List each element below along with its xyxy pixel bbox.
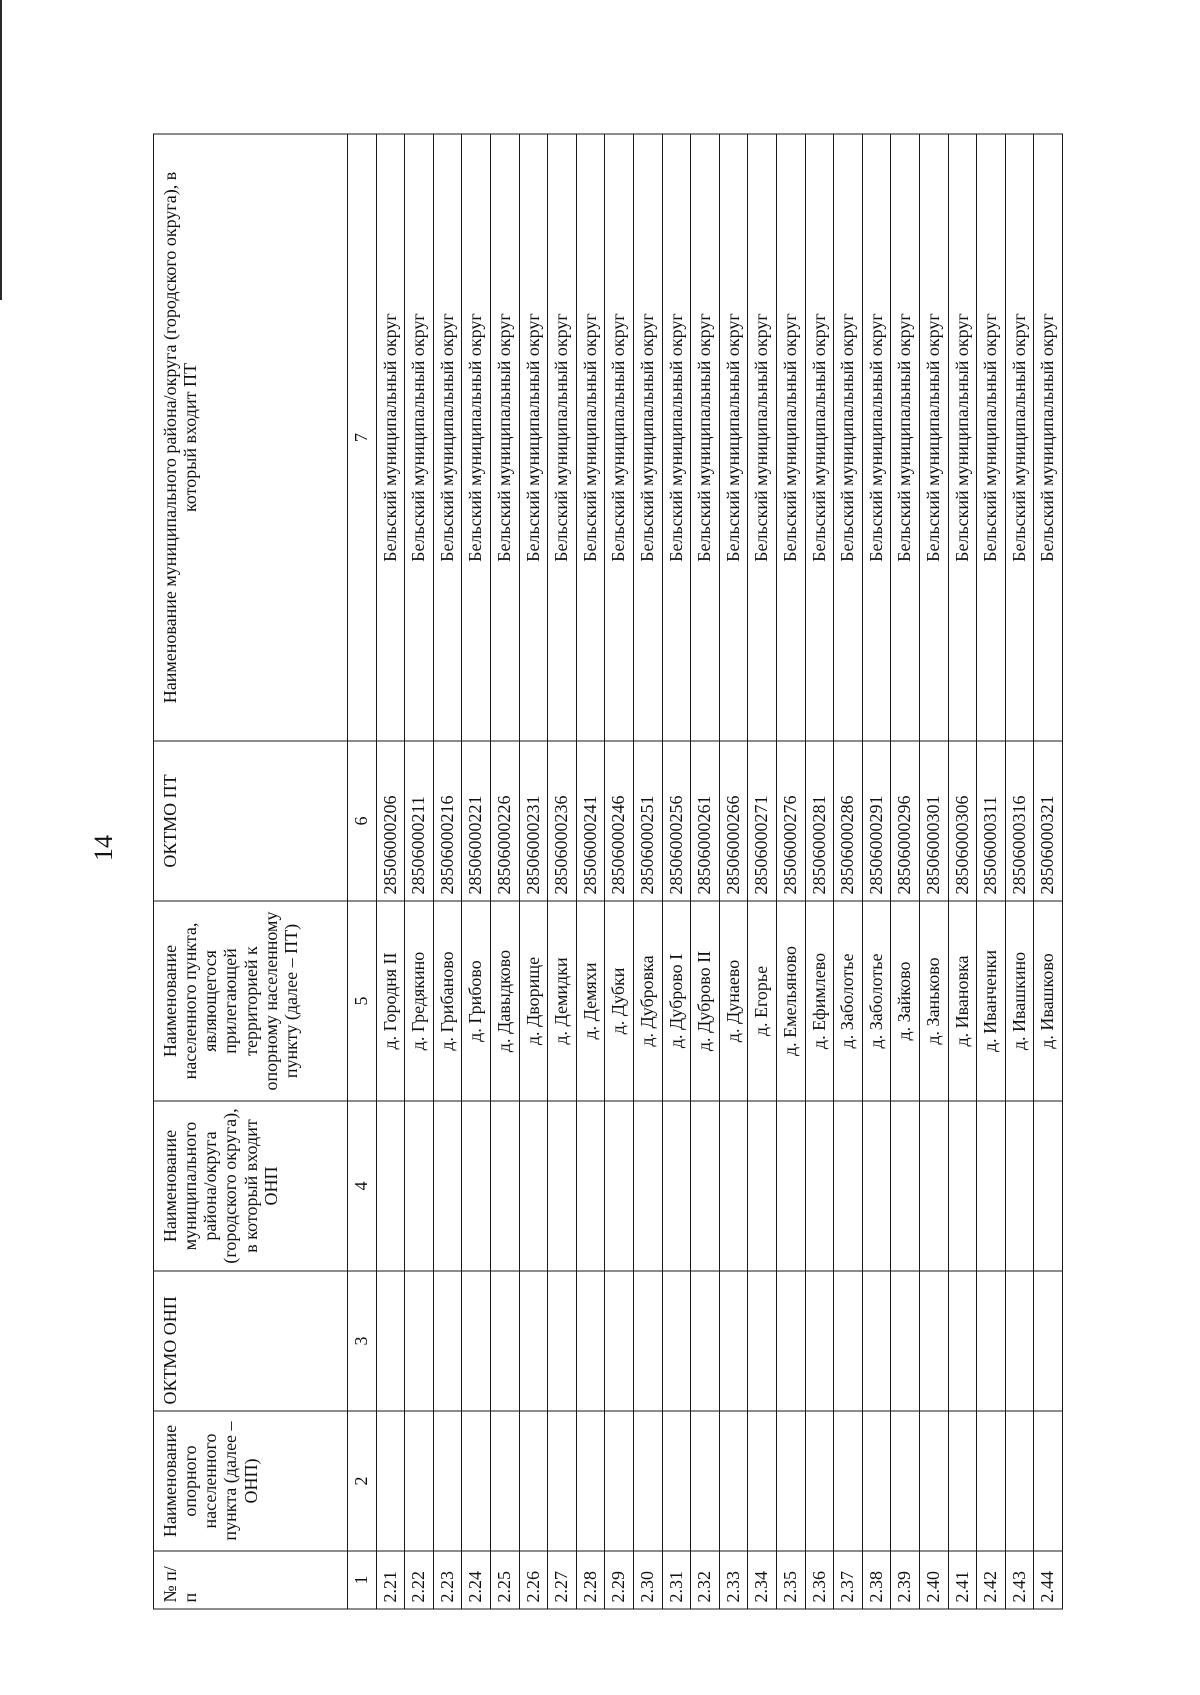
pt-name-cell: д. Ефимлево (805, 901, 834, 1101)
onp-name-cell (433, 1411, 462, 1551)
onp-oktmo-cell (719, 1271, 748, 1411)
pt-district-cell: Бельский муниципальный округ (748, 134, 777, 741)
onp-name-cell (691, 1411, 720, 1551)
pt-oktmo-cell: 28506000211 (405, 741, 434, 901)
onp-oktmo-cell (548, 1271, 577, 1411)
table-row (462, 134, 491, 1609)
column-number: 7 (348, 134, 377, 741)
onp-oktmo-cell (748, 1271, 777, 1411)
column-number: 1 (348, 1551, 377, 1609)
onp-district-cell (776, 1101, 805, 1271)
onp-oktmo-cell (491, 1271, 520, 1411)
table-row (862, 134, 891, 1609)
onp-oktmo-cell (405, 1271, 434, 1411)
row-number-cell: 2.30 (633, 1551, 662, 1609)
onp-oktmo-cell (1034, 1271, 1063, 1411)
onp-district-cell (691, 1101, 720, 1271)
pt-oktmo-cell: 28506000261 (691, 741, 720, 901)
pt-district-cell: Бельский муниципальный округ (662, 134, 691, 741)
row-number-cell: 2.25 (491, 1551, 520, 1609)
table-row (576, 134, 605, 1609)
pt-oktmo-cell: 28506000296 (891, 741, 920, 901)
onp-oktmo-cell (776, 1271, 805, 1411)
row-number-cell: 2.36 (805, 1551, 834, 1609)
pt-oktmo-cell: 28506000276 (776, 741, 805, 901)
table-row (548, 134, 577, 1609)
pt-name-cell: д. Дубровка (633, 901, 662, 1101)
pt-district-cell: Бельский муниципальный округ (834, 134, 863, 741)
header-pt-oktmo: ОКТМО ПТ (154, 741, 348, 901)
onp-oktmo-cell (948, 1271, 977, 1411)
pt-name-cell: д. Заньково (919, 901, 948, 1101)
pt-district-cell: Бельский муниципальный округ (576, 134, 605, 741)
onp-oktmo-cell (977, 1271, 1006, 1411)
pt-oktmo-cell: 28506000231 (519, 741, 548, 901)
pt-name-cell: д. Гредякино (405, 901, 434, 1101)
table-row (776, 134, 805, 1609)
onp-oktmo-cell (462, 1271, 491, 1411)
table-row (605, 134, 634, 1609)
table-row (633, 134, 662, 1609)
onp-name-cell (576, 1411, 605, 1551)
onp-district-cell (834, 1101, 863, 1271)
table-row (433, 134, 462, 1609)
onp-name-cell (605, 1411, 634, 1551)
onp-oktmo-cell (605, 1271, 634, 1411)
header-onp-district: Наименование муниципального района/округа (городского округа), в который входит ОНП (154, 1101, 348, 1271)
row-number-cell: 2.43 (1005, 1551, 1034, 1609)
table-row (691, 134, 720, 1609)
row-number-cell: 2.28 (576, 1551, 605, 1609)
column-number: 4 (348, 1101, 377, 1271)
column-number-row (348, 134, 377, 1609)
table-row (519, 134, 548, 1609)
onp-name-cell (1005, 1411, 1034, 1551)
table-row (891, 134, 920, 1609)
table-row (1005, 134, 1034, 1609)
onp-oktmo-cell (1005, 1271, 1034, 1411)
table-row (919, 134, 948, 1609)
row-number-cell: 2.31 (662, 1551, 691, 1609)
onp-oktmo-cell (633, 1271, 662, 1411)
row-number-cell: 2.35 (776, 1551, 805, 1609)
onp-district-cell (405, 1101, 434, 1271)
row-number-cell: 2.39 (891, 1551, 920, 1609)
pt-oktmo-cell: 28506000281 (805, 741, 834, 901)
pt-name-cell: д. Егорье (748, 901, 777, 1101)
pt-name-cell: д. Давыдково (491, 901, 520, 1101)
table-row (948, 134, 977, 1609)
header-onp-oktmo: ОКТМО ОНП (154, 1271, 348, 1411)
onp-district-cell (548, 1101, 577, 1271)
table-row (405, 134, 434, 1609)
onp-name-cell (948, 1411, 977, 1551)
onp-name-cell (891, 1411, 920, 1551)
onp-name-cell (405, 1411, 434, 1551)
onp-district-cell (519, 1101, 548, 1271)
pt-name-cell: д. Дуброво I (662, 901, 691, 1101)
pt-oktmo-cell: 28506000316 (1005, 741, 1034, 901)
row-number-cell: 2.27 (548, 1551, 577, 1609)
pt-district-cell: Бельский муниципальный округ (719, 134, 748, 741)
pt-name-cell: д. Городня II (376, 901, 405, 1101)
table-row (491, 134, 520, 1609)
onp-oktmo-cell (662, 1271, 691, 1411)
onp-oktmo-cell (519, 1271, 548, 1411)
pt-district-cell: Бельский муниципальный округ (491, 134, 520, 741)
onp-name-cell (548, 1411, 577, 1551)
row-number-cell: 2.40 (919, 1551, 948, 1609)
onp-district-cell (948, 1101, 977, 1271)
onp-name-cell (748, 1411, 777, 1551)
table-row (748, 134, 777, 1609)
pt-oktmo-cell: 28506000301 (919, 741, 948, 901)
pt-name-cell: д. Грибаново (433, 901, 462, 1101)
row-number-cell: 2.21 (376, 1551, 405, 1609)
onp-name-cell (977, 1411, 1006, 1551)
pt-district-cell: Бельский муниципальный округ (376, 134, 405, 741)
onp-oktmo-cell (891, 1271, 920, 1411)
row-number-cell: 2.26 (519, 1551, 548, 1609)
pt-name-cell: д. Грибово (462, 901, 491, 1101)
onp-name-cell (1034, 1411, 1063, 1551)
row-number-cell: 2.22 (405, 1551, 434, 1609)
settlements-table (153, 134, 1063, 1610)
row-number-cell: 2.34 (748, 1551, 777, 1609)
row-number-cell: 2.32 (691, 1551, 720, 1609)
pt-district-cell: Бельский муниципальный округ (519, 134, 548, 741)
onp-name-cell (805, 1411, 834, 1551)
row-number-cell: 2.38 (862, 1551, 891, 1609)
table-row (977, 134, 1006, 1609)
pt-district-cell: Бельский муниципальный округ (605, 134, 634, 741)
onp-district-cell (662, 1101, 691, 1271)
pt-oktmo-cell: 28506000246 (605, 741, 634, 901)
pt-district-cell: Бельский муниципальный округ (405, 134, 434, 741)
pt-name-cell: д. Заболотье (834, 901, 863, 1101)
pt-name-cell: д. Емельяново (776, 901, 805, 1101)
pt-name-cell: д. Иванченки (977, 901, 1006, 1101)
pt-oktmo-cell: 28506000306 (948, 741, 977, 901)
table-row (805, 134, 834, 1609)
pt-name-cell: д. Демяхи (576, 901, 605, 1101)
onp-name-cell (376, 1411, 405, 1551)
pt-district-cell: Бельский муниципальный округ (633, 134, 662, 741)
pt-district-cell: Бельский муниципальный округ (433, 134, 462, 741)
onp-name-cell (633, 1411, 662, 1551)
column-number: 5 (348, 901, 377, 1101)
pt-name-cell: д. Дворище (519, 901, 548, 1101)
table-row (1034, 134, 1063, 1609)
row-number-cell: 2.29 (605, 1551, 634, 1609)
onp-district-cell (1005, 1101, 1034, 1271)
pt-oktmo-cell: 28506000321 (1034, 741, 1063, 901)
pt-oktmo-cell: 28506000206 (376, 741, 405, 901)
onp-district-cell (891, 1101, 920, 1271)
onp-district-cell (748, 1101, 777, 1271)
pt-district-cell: Бельский муниципальный округ (776, 134, 805, 741)
pt-district-cell: Бельский муниципальный округ (891, 134, 920, 741)
column-number: 3 (348, 1271, 377, 1411)
table-row (376, 134, 405, 1609)
onp-oktmo-cell (433, 1271, 462, 1411)
pt-name-cell: д. Ивановка (948, 901, 977, 1101)
onp-district-cell (491, 1101, 520, 1271)
pt-district-cell: Бельский муниципальный округ (977, 134, 1006, 741)
pt-district-cell: Бельский муниципальный округ (462, 134, 491, 741)
onp-name-cell (776, 1411, 805, 1551)
onp-district-cell (977, 1101, 1006, 1271)
pt-name-cell: д. Дубки (605, 901, 634, 1101)
onp-name-cell (862, 1411, 891, 1551)
onp-name-cell (462, 1411, 491, 1551)
onp-oktmo-cell (576, 1271, 605, 1411)
pt-name-cell: д. Демидки (548, 901, 577, 1101)
onp-district-cell (433, 1101, 462, 1271)
onp-name-cell (719, 1411, 748, 1551)
table-row (662, 134, 691, 1609)
onp-name-cell (662, 1411, 691, 1551)
column-number: 2 (348, 1411, 377, 1551)
header-num: № п/п (154, 1551, 348, 1609)
pt-oktmo-cell: 28506000256 (662, 741, 691, 901)
pt-district-cell: Бельский муниципальный округ (1034, 134, 1063, 741)
header-onp-name: Наименование опорного населенного пункта (далее – ОНП) (154, 1411, 348, 1551)
onp-district-cell (605, 1101, 634, 1271)
onp-oktmo-cell (919, 1271, 948, 1411)
onp-name-cell (519, 1411, 548, 1551)
pt-oktmo-cell: 28506000216 (433, 741, 462, 901)
scan-edge-mark (0, 0, 2, 300)
pt-oktmo-cell: 28506000241 (576, 741, 605, 901)
pt-oktmo-cell: 28506000236 (548, 741, 577, 901)
onp-district-cell (633, 1101, 662, 1271)
pt-name-cell: д. Зайково (891, 901, 920, 1101)
onp-oktmo-cell (862, 1271, 891, 1411)
onp-name-cell (834, 1411, 863, 1551)
pt-district-cell: Бельский муниципальный округ (862, 134, 891, 741)
pt-oktmo-cell: 28506000221 (462, 741, 491, 901)
pt-name-cell: д. Ивашкино (1005, 901, 1034, 1101)
column-number: 6 (348, 741, 377, 901)
onp-district-cell (862, 1101, 891, 1271)
onp-district-cell (376, 1101, 405, 1271)
onp-oktmo-cell (376, 1271, 405, 1411)
pt-oktmo-cell: 28506000311 (977, 741, 1006, 901)
pt-district-cell: Бельский муниципальный округ (805, 134, 834, 741)
onp-oktmo-cell (691, 1271, 720, 1411)
pt-oktmo-cell: 28506000271 (748, 741, 777, 901)
pt-name-cell: д. Дуброво II (691, 901, 720, 1101)
header-pt-name: Наименование населенного пункта, являющегося прилегающей территорией к опорному населенному пункту (далее – ПТ) (154, 901, 348, 1101)
pt-oktmo-cell: 28506000286 (834, 741, 863, 901)
onp-oktmo-cell (805, 1271, 834, 1411)
onp-district-cell (1034, 1101, 1063, 1271)
pt-name-cell: д. Ивашково (1034, 901, 1063, 1101)
onp-district-cell (919, 1101, 948, 1271)
pt-district-cell: Бельский муниципальный округ (919, 134, 948, 741)
onp-name-cell (491, 1411, 520, 1551)
pt-district-cell: Бельский муниципальный округ (1005, 134, 1034, 741)
table-row (719, 134, 748, 1609)
pt-district-cell: Бельский муниципальный округ (948, 134, 977, 741)
onp-oktmo-cell (834, 1271, 863, 1411)
row-number-cell: 2.41 (948, 1551, 977, 1609)
pt-district-cell: Бельский муниципальный округ (548, 134, 577, 741)
onp-district-cell (805, 1101, 834, 1271)
pt-oktmo-cell: 28506000251 (633, 741, 662, 901)
row-number-cell: 2.44 (1034, 1551, 1063, 1609)
page-number: 14 (89, 835, 118, 861)
onp-name-cell (919, 1411, 948, 1551)
row-number-cell: 2.33 (719, 1551, 748, 1609)
row-number-cell: 2.24 (462, 1551, 491, 1609)
pt-oktmo-cell: 28506000226 (491, 741, 520, 901)
table-header-row (154, 134, 348, 1609)
header-pt-district: Наименование муниципального района/округа (городского округа), в который входит ПТ (154, 134, 348, 741)
pt-oktmo-cell: 28506000266 (719, 741, 748, 901)
row-number-cell: 2.37 (834, 1551, 863, 1609)
onp-district-cell (462, 1101, 491, 1271)
table-row (834, 134, 863, 1609)
pt-name-cell: д. Заболотье (862, 901, 891, 1101)
onp-district-cell (576, 1101, 605, 1271)
pt-district-cell: Бельский муниципальный округ (691, 134, 720, 741)
pt-oktmo-cell: 28506000291 (862, 741, 891, 901)
row-number-cell: 2.42 (977, 1551, 1006, 1609)
onp-district-cell (719, 1101, 748, 1271)
pt-name-cell: д. Дунаево (719, 901, 748, 1101)
rotated-table-wrapper (153, 135, 1063, 1610)
row-number-cell: 2.23 (433, 1551, 462, 1609)
